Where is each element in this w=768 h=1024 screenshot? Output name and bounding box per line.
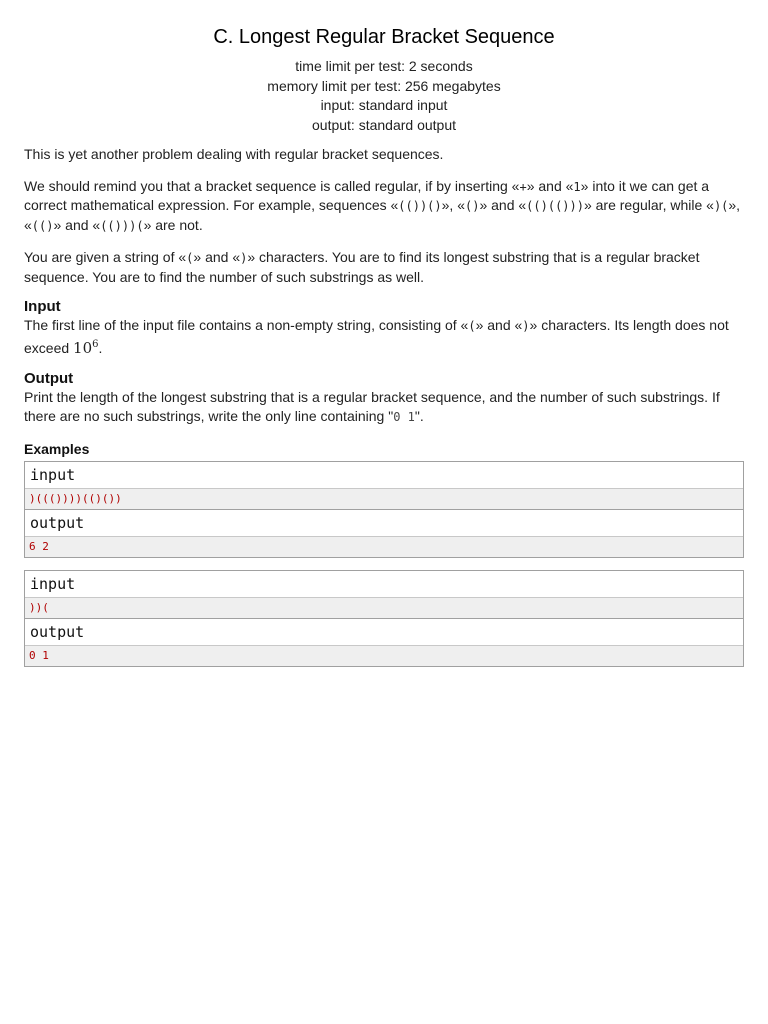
text: » into it we can get a correct mathematical expression. For example, sequences « xyxy=(24,177,710,213)
problem-statement xyxy=(24,145,744,286)
text: » characters. You are to find its longest substring that is a regular bracket sequence. You are to find the number of such substrings as well. xyxy=(24,249,700,285)
math-base: 10 xyxy=(73,338,93,357)
output-file: output: standard output xyxy=(312,116,456,133)
text: » and « xyxy=(526,177,574,194)
problem-title: C. Longest Regular Bracket Sequence xyxy=(213,26,555,48)
code-example-6: (()))( xyxy=(100,218,144,233)
example-2-output[interactable]: 0 1 xyxy=(25,645,743,666)
text: . xyxy=(98,339,103,356)
output-specification xyxy=(24,370,744,426)
text: », « xyxy=(441,197,465,213)
text: » and « xyxy=(193,249,241,265)
example-1-input-label: input xyxy=(25,462,743,488)
text: We should remind you that a bracket sequence is called regular, if by inserting « xyxy=(24,177,520,194)
math-exponent: 6 xyxy=(92,338,99,350)
example-1 xyxy=(24,461,744,558)
code-close-bracket: ) xyxy=(240,251,248,265)
input-section-title: Input xyxy=(24,298,61,315)
code-open-bracket: ( xyxy=(186,251,194,265)
memory-limit: memory limit per test: 256 megabytes xyxy=(267,77,501,94)
text: » and « xyxy=(53,216,101,233)
text: The first line of the input file contains a non-empty string, consisting of « xyxy=(24,317,469,333)
text: », « xyxy=(24,197,741,233)
statement-paragraph-2 xyxy=(24,177,744,236)
text: » and « xyxy=(475,317,523,333)
problem-limits xyxy=(24,57,744,135)
text: » are not. xyxy=(143,216,203,233)
time-limit: time limit per test: 2 seconds xyxy=(295,58,473,74)
math-power xyxy=(73,339,98,357)
examples-title: Examples xyxy=(24,441,90,457)
example-1-output[interactable]: 6 2 xyxy=(25,536,743,557)
text: You are given a string of « xyxy=(24,249,187,265)
code-one: 1 xyxy=(573,179,581,194)
code-example-2: () xyxy=(465,199,480,213)
code-plus: + xyxy=(519,179,527,194)
text: » are regular, while « xyxy=(583,197,714,213)
output-section-title: Output xyxy=(24,370,74,387)
text: » characters. Its length does not exceed xyxy=(24,317,729,356)
output-section-text xyxy=(24,388,744,426)
input-file: input: standard input xyxy=(320,97,448,113)
example-2 xyxy=(24,570,744,667)
example-2-input[interactable]: ))( xyxy=(25,597,743,618)
input-specification xyxy=(24,298,744,357)
example-2-output-label: output xyxy=(25,618,743,645)
examples-section xyxy=(24,440,744,667)
code-open-bracket: ( xyxy=(468,319,476,333)
code-example-4: )( xyxy=(713,199,729,213)
text: Print the length of the longest substring that is a regular bracket sequence, and the number of such substrings. If there are no such substrings, write the only line containing " xyxy=(24,389,720,424)
input-section-text xyxy=(24,316,744,357)
code-example-5: (() xyxy=(31,218,54,233)
code-example-3: (()(())) xyxy=(526,199,584,213)
text: » and « xyxy=(479,197,527,213)
example-1-input[interactable]: )((())))(()()) xyxy=(25,488,743,509)
code-zero-one: 0 1 xyxy=(393,409,415,424)
statement-paragraph-3 xyxy=(24,248,744,286)
problem-header xyxy=(24,0,744,135)
code-close-bracket: ) xyxy=(522,319,530,333)
example-2-input-label: input xyxy=(25,571,743,597)
example-1-output-label: output xyxy=(25,509,743,536)
statement-paragraph-1: This is yet another problem dealing with regular bracket sequences. xyxy=(24,146,444,162)
text: ". xyxy=(414,407,424,424)
code-example-1: (())() xyxy=(398,199,442,213)
